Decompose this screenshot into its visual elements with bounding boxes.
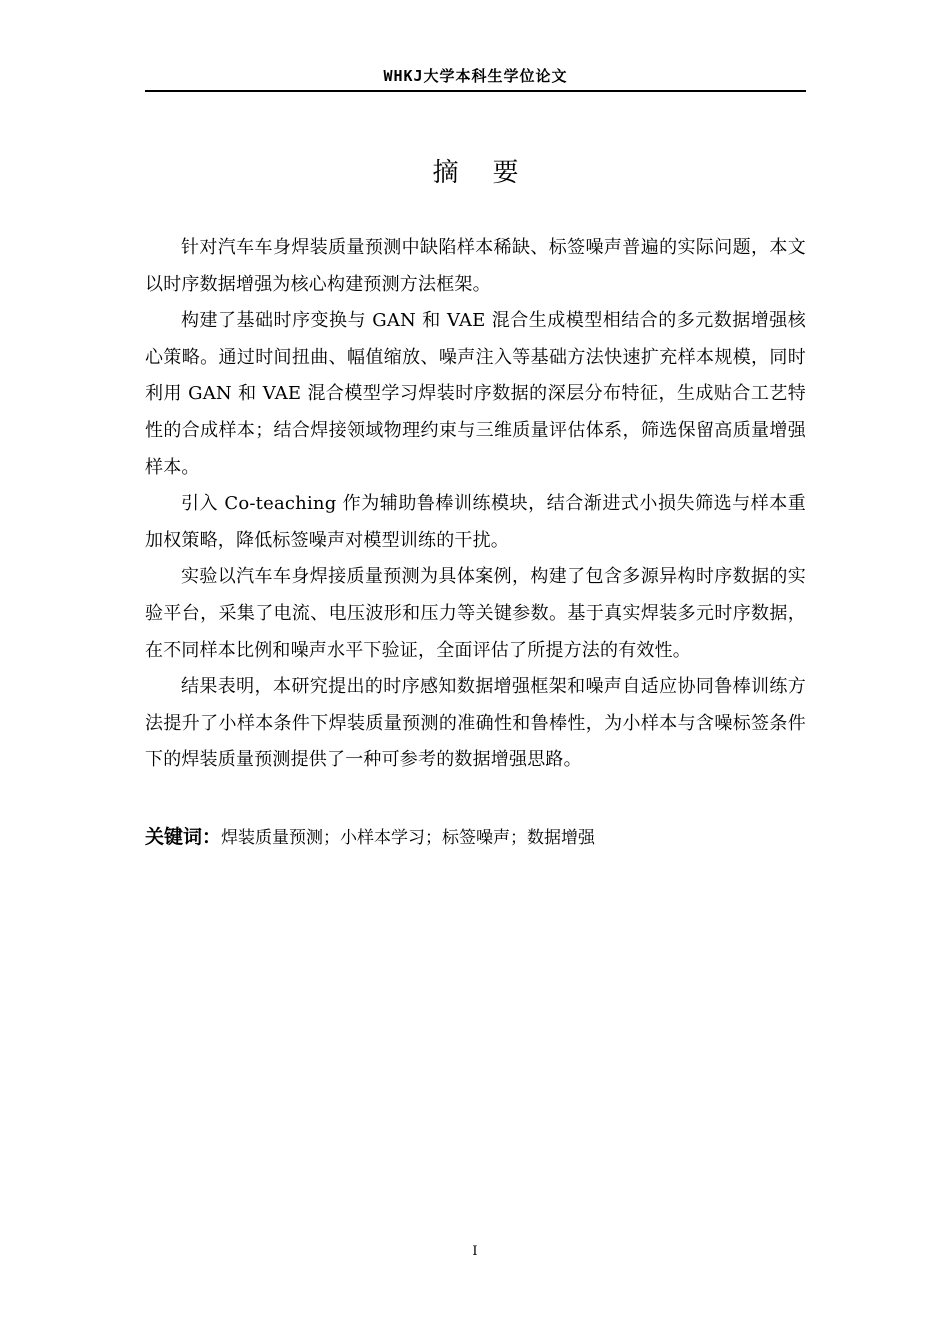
page-number: I [472, 1244, 478, 1259]
keywords-line [145, 822, 806, 853]
abstract-paragraph-2: 构建了基础时序变换与 GAN 和 VAE 混合生成模型相结合的多元数据增强核心策略。通过时间扭曲、幅值缩放、噪声注入等基础方法快速扩充样本规模，同时利用 GAN 和 VAE 混合模型学习焊装时序数据的深层分布特征，生成贴合工艺特性的合成样本；结合焊接领域物理约束与三维质量评估体系，筛选保留高质量增强样本。 [145, 310, 806, 478]
abstract-paragraph-1: 针对汽车车身焊装质量预测中缺陷样本稀缺、标签噪声普遍的实际问题，本文以时序数据增强为核心构建预测方法框架。 [145, 237, 806, 295]
abstract-body [145, 230, 806, 779]
abstract-title: 摘要 [432, 158, 553, 188]
running-header: WHKJ大学本科生学位论文 [383, 67, 568, 85]
abstract-paragraph-3: 引入 Co-teaching 作为辅助鲁棒训练模块，结合渐进式小损失筛选与样本重加权策略，降低标签噪声对模型训练的干扰。 [145, 493, 806, 551]
header-rule [145, 90, 806, 92]
abstract-paragraph-5: 结果表明，本研究提出的时序感知数据增强框架和噪声自适应协同鲁棒训练方法提升了小样本条件下焊装质量预测的准确性和鲁棒性，为小样本与含噪标签条件下的焊装质量预测提供了一种可参考的数据增强思路。 [145, 676, 806, 771]
keywords-label: 关键词： [145, 826, 222, 848]
abstract-paragraph-4: 实验以汽车车身焊接质量预测为具体案例，构建了包含多源异构时序数据的实验平台，采集了电流、电压波形和压力等关键参数。基于真实焊装多元时序数据，在不同样本比例和噪声水平下验证，全面评估了所提方法的有效性。 [145, 566, 806, 661]
keywords-text: 焊装质量预测；小样本学习；标签噪声；数据增强 [221, 828, 596, 848]
